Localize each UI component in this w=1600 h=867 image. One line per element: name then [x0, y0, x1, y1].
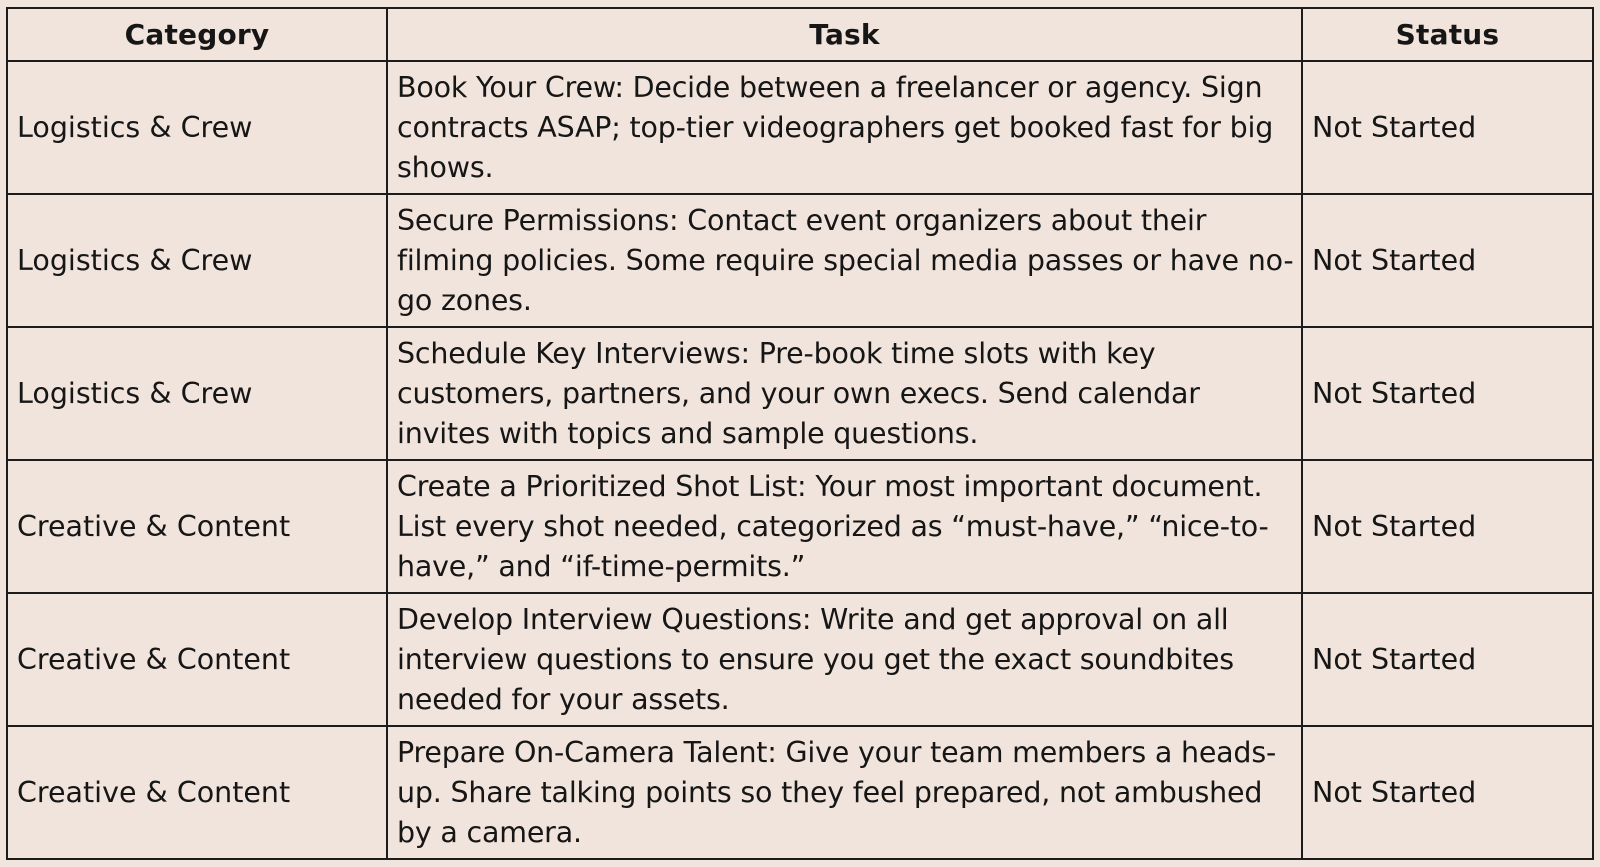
- task-cell: Create a Prioritized Shot List: Your most important document. List every shot needed, categorized as “must-have,” “nice-to-have,” and “if-time-permits.”: [387, 460, 1302, 593]
- task-cell: Prepare On-Camera Talent: Give your team members a heads-up. Share talking points so they feel prepared, not ambushed by a camera.: [387, 726, 1302, 859]
- table-row: [7, 726, 1593, 859]
- status-cell: Not Started: [1302, 61, 1593, 194]
- table-row: [7, 460, 1593, 593]
- task-cell: Book Your Crew: Decide between a freelancer or agency. Sign contracts ASAP; top-tier videographers get booked fast for big shows.: [387, 61, 1302, 194]
- category-cell: Logistics & Crew: [7, 61, 387, 194]
- task-cell: Schedule Key Interviews: Pre-book time slots with key customers, partners, and your own execs. Send calendar invites with topics and sample questions.: [387, 327, 1302, 460]
- table-row: [7, 194, 1593, 327]
- column-header-category: Category: [7, 8, 387, 61]
- task-table-container: [6, 7, 1592, 860]
- column-header-status: Status: [1302, 8, 1593, 61]
- table-row: [7, 593, 1593, 726]
- table-row: [7, 61, 1593, 194]
- column-header-task: Task: [387, 8, 1302, 61]
- status-cell: Not Started: [1302, 460, 1593, 593]
- category-cell: Creative & Content: [7, 593, 387, 726]
- status-cell: Not Started: [1302, 194, 1593, 327]
- table-header-row: [7, 8, 1593, 61]
- category-cell: Creative & Content: [7, 460, 387, 593]
- task-cell: Develop Interview Questions: Write and get approval on all interview questions to ensure you get the exact soundbites needed for your assets.: [387, 593, 1302, 726]
- category-cell: Logistics & Crew: [7, 194, 387, 327]
- category-cell: Creative & Content: [7, 726, 387, 859]
- status-cell: Not Started: [1302, 593, 1593, 726]
- task-cell: Secure Permissions: Contact event organizers about their filming policies. Some require special media passes or have no-go zones.: [387, 194, 1302, 327]
- table-row: [7, 327, 1593, 460]
- status-cell: Not Started: [1302, 726, 1593, 859]
- category-cell: Logistics & Crew: [7, 327, 387, 460]
- status-cell: Not Started: [1302, 327, 1593, 460]
- task-table: [6, 7, 1594, 860]
